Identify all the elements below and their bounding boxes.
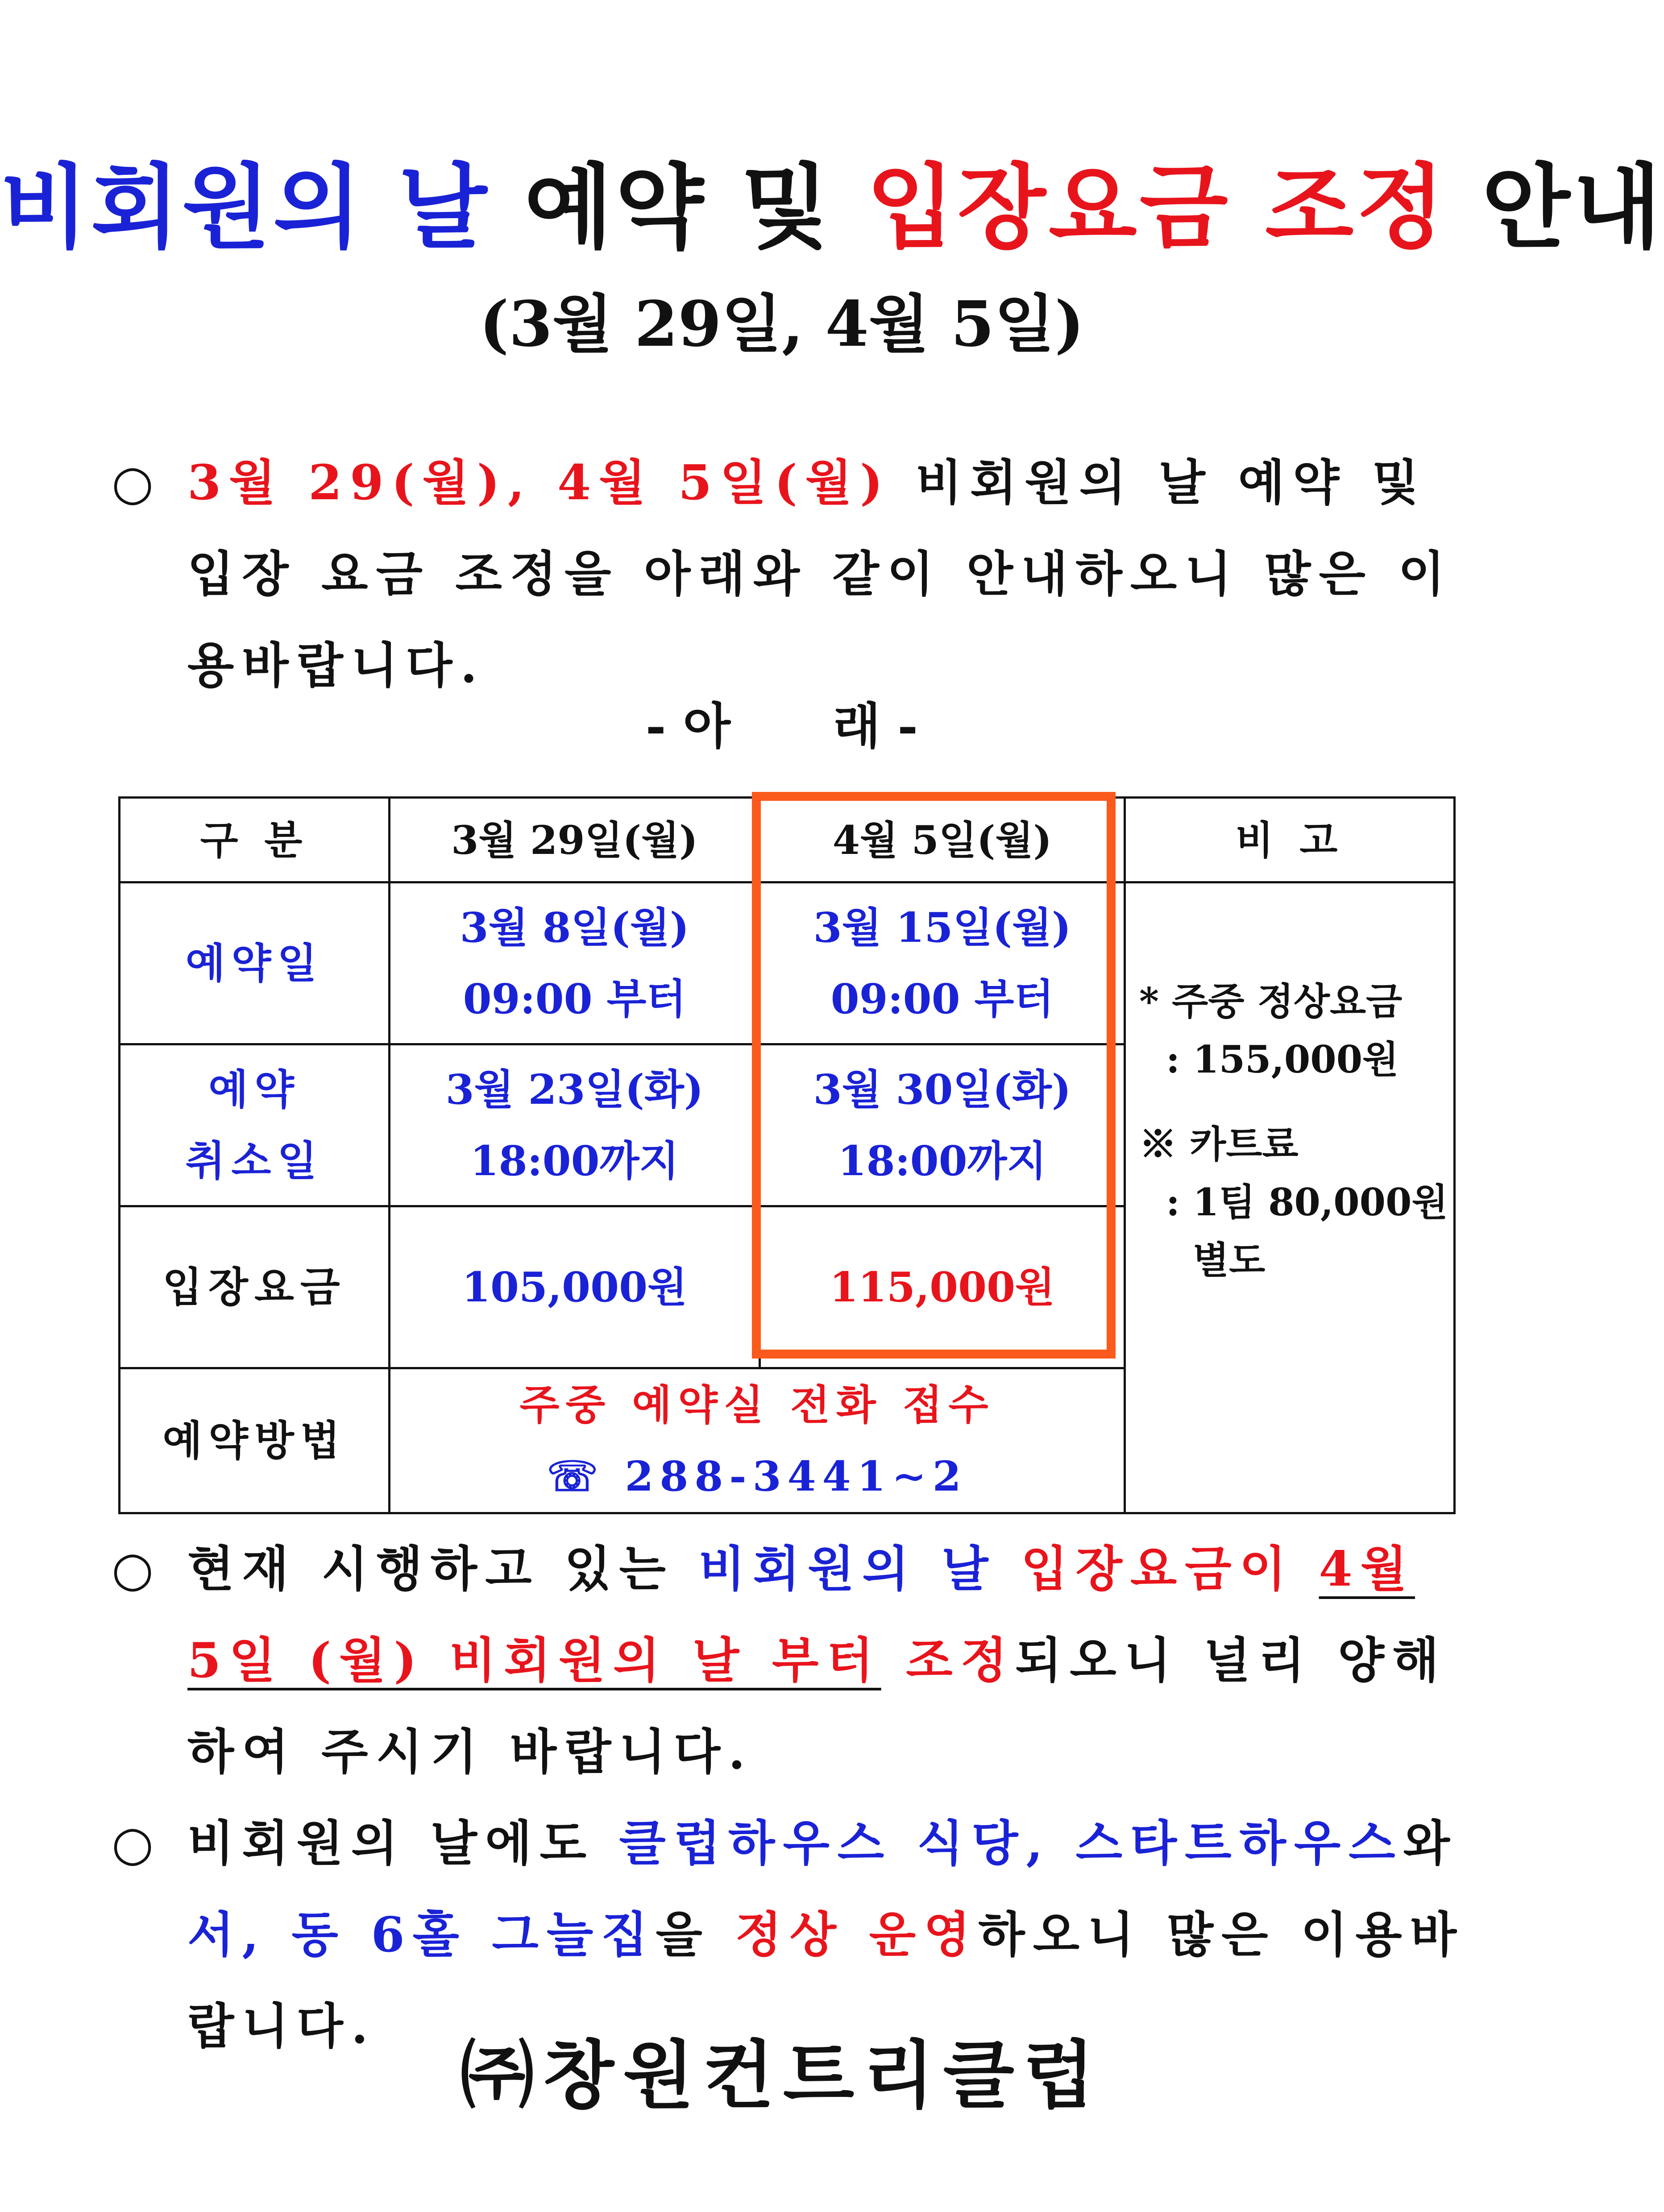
para2-text1: 현재 시행하고 있는: [187, 1541, 699, 1597]
para3-normal-operation: 정상 운영: [735, 1907, 979, 1963]
note-line3: ※ 카트료: [1139, 1122, 1299, 1166]
bullet-circle-icon: ○: [112, 1816, 162, 1872]
intro-text: 비회원의 날 예약 및 입장 요금 조정을 아래와 같이 안내하오니 많은 이용바랍니다.: [187, 455, 1453, 694]
note-line2: : 155,000원: [1166, 1037, 1399, 1081]
mar29-reserve-line1: 3월 8일(월): [460, 903, 689, 952]
phone-icon: ☏: [547, 1452, 605, 1500]
intro-paragraph: [112, 437, 1473, 712]
section-heading: - 아 래 -: [645, 697, 918, 755]
para3-text4: 하오니 많은 이용바랍니다.: [187, 1907, 1465, 2055]
para2-space2: [1294, 1541, 1319, 1597]
method-phone: 288-3441∼2: [625, 1452, 967, 1500]
table-row-reserve-date: [120, 882, 1455, 1044]
para3-text2: 와: [1403, 1815, 1458, 1872]
label-reserve-date: 예약일: [120, 882, 390, 1044]
note-line5: 별도: [1193, 1238, 1266, 1282]
label-cancel-line1: 예약: [208, 1065, 300, 1114]
fee-adjust-paragraph: [112, 1524, 1473, 1798]
title-part-fee-adjust: 입장요금 조정: [866, 154, 1448, 261]
apr5-fee: 115,000원: [760, 1206, 1125, 1368]
title-part-reservation: 예약 및: [490, 154, 867, 261]
organization-name: ㈜창원컨트리클럽: [460, 2032, 1104, 2118]
mar29-reserve-line2: 09:00 부터: [463, 975, 686, 1023]
method-line1: 주중 예약실 전화 접수: [519, 1381, 995, 1429]
mar29-cancel-line1: 3월 23일(화): [445, 1065, 704, 1114]
label-cancel-line2: 취소일: [185, 1137, 324, 1185]
note-line1: * 주중 정상요금: [1139, 979, 1403, 1023]
mar29-cancel-date: [390, 1044, 760, 1206]
table-header-row: [120, 798, 1455, 882]
label-method: 예약방법: [120, 1368, 390, 1513]
header-remarks: 비 고: [1125, 798, 1455, 882]
title-part-guide: 안내: [1447, 154, 1664, 261]
apr5-reserve-date: [760, 882, 1125, 1044]
header-category: 구 분: [120, 798, 390, 882]
header-mar29: 3월 29일(월): [390, 798, 760, 882]
note-line4: : 1팀 80,000원: [1166, 1180, 1448, 1224]
apr5-cancel-date: [760, 1044, 1125, 1206]
para2-effective-date: 4월 5일 (월) 비회원의 날 부터: [187, 1541, 1415, 1689]
title-part-nonmember-day: 비회원의 날: [0, 154, 490, 261]
bullet-circle-icon: ○: [112, 1541, 162, 1597]
notice-title: [0, 134, 1664, 265]
para2-fee: 입장요금이: [1021, 1541, 1294, 1597]
mar29-fee: 105,000원: [390, 1206, 760, 1368]
notice-subtitle: (3월 29일, 4월 5일): [479, 288, 1084, 361]
para2-space1: [996, 1541, 1021, 1597]
bullet-circle-icon: ○: [112, 455, 162, 511]
label-cancel-date: [120, 1044, 390, 1206]
apr5-reserve-line1: 3월 15일(월): [813, 903, 1071, 952]
schedule-table: [118, 796, 1456, 1514]
para2-adjust: 조정: [906, 1632, 1015, 1689]
para2-nonmember-day: 비회원의 날: [698, 1541, 996, 1597]
mar29-reserve-date: [390, 882, 760, 1044]
para3-text1: 비회원의 날에도: [187, 1815, 619, 1872]
intro-dates: 3월 29(월), 4월 5일(월): [187, 455, 891, 511]
para2-space3: [881, 1632, 906, 1689]
para3-text3: 을: [656, 1907, 735, 1963]
label-fee: 입장요금: [120, 1206, 390, 1368]
para2-text2: 되오니 널리 양해하여 주시기 바랍니다.: [187, 1632, 1447, 1780]
mar29-cancel-line2: 18:00까지: [470, 1137, 679, 1185]
method-cell: [390, 1368, 1125, 1513]
remarks-cell: [1125, 882, 1455, 1513]
apr5-cancel-line2: 18:00까지: [838, 1137, 1047, 1185]
apr5-cancel-line1: 3월 30일(화): [813, 1065, 1071, 1114]
apr5-reserve-line2: 09:00 부터: [830, 975, 1054, 1023]
para3-shelter: 서, 동 6홀 그늘집: [187, 1907, 656, 1963]
para3-clubhouse: 클럽하우스 식당, 스타트하우스: [619, 1815, 1403, 1872]
header-apr5: 4월 5일(월): [760, 798, 1125, 882]
